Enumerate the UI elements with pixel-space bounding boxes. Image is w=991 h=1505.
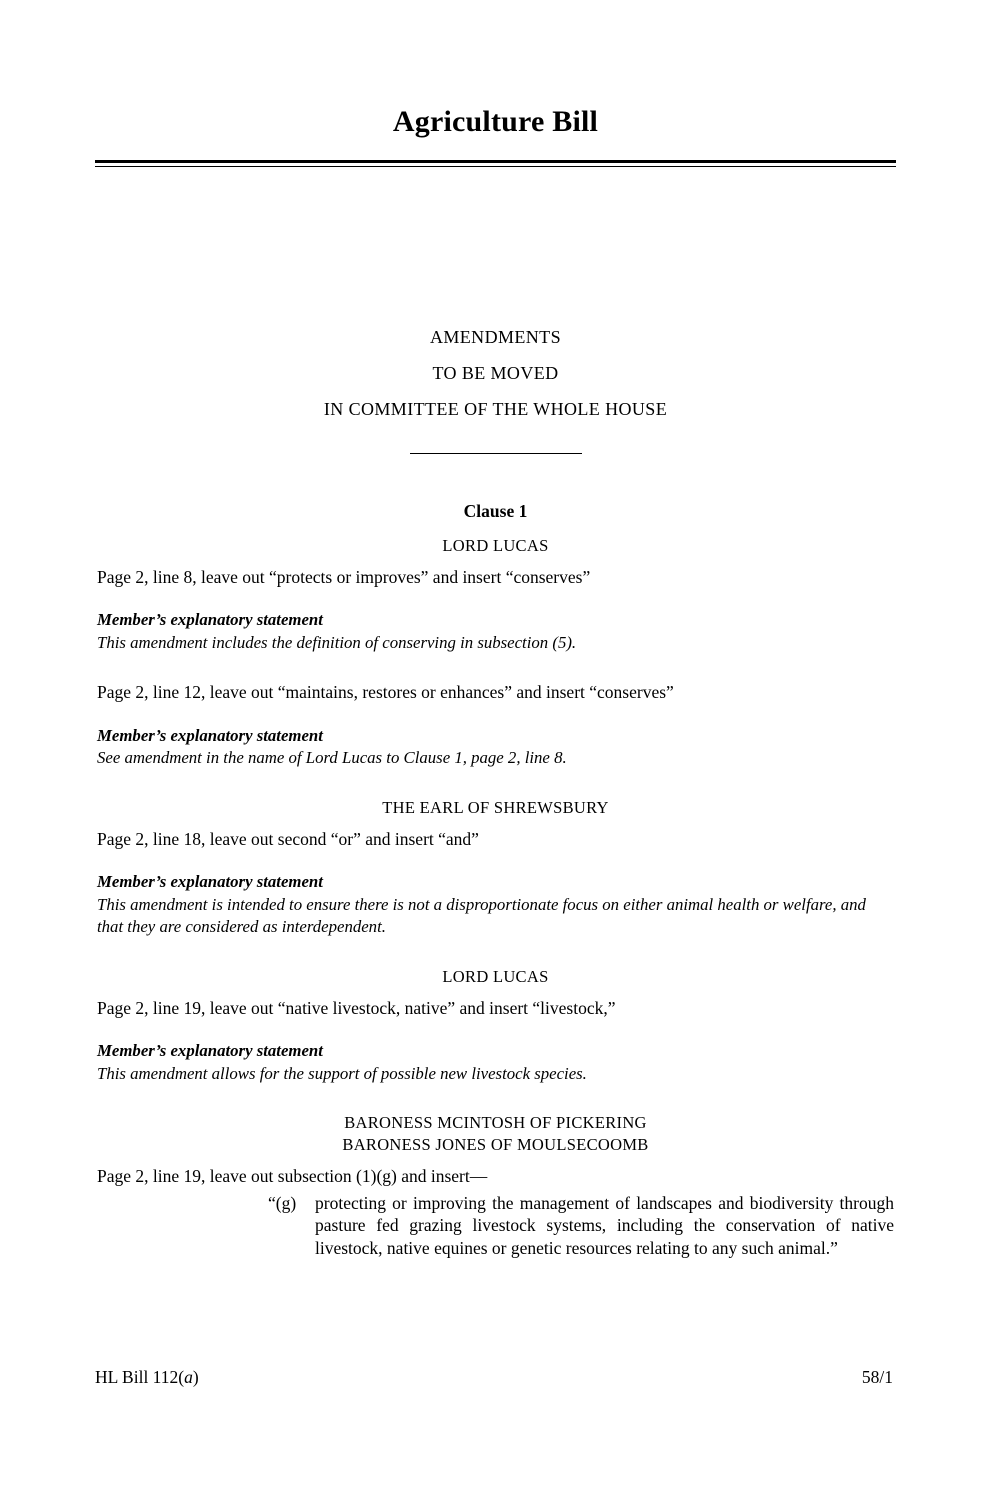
explanatory-label: Member’s explanatory statement bbox=[97, 872, 323, 892]
amendment-text: Page 2, line 18, leave out second “or” and insert “and” bbox=[97, 828, 479, 849]
amendment-text: Page 2, line 12, leave out “maintains, restores or enhances” and insert “conserves” bbox=[97, 682, 674, 703]
amendment-2 bbox=[97, 681, 894, 770]
amendment-1 bbox=[97, 535, 894, 655]
amendment-text: Page 2, line 8, leave out “protects or improves” and insert “conserves” bbox=[97, 566, 591, 587]
explanatory-label: Member’s explanatory statement bbox=[97, 1041, 323, 1061]
amendment-5 bbox=[97, 1112, 894, 1259]
footer-bill-number-italic: a bbox=[184, 1367, 193, 1387]
sponsor-name: BARONESS MCINTOSH OF PICKERING bbox=[344, 1113, 647, 1133]
inserted-paragraph-marker: “(g) bbox=[268, 1192, 297, 1213]
sponsor-name: THE EARL OF SHREWSBURY bbox=[382, 797, 609, 817]
explanatory-label: Member’s explanatory statement bbox=[97, 725, 323, 745]
page-title: Agriculture Bill bbox=[392, 105, 599, 138]
document-page bbox=[0, 104, 991, 1505]
amendment-text: Page 2, line 19, leave out subsection (1)(g) and insert— bbox=[97, 1166, 488, 1187]
explanatory-label: Member’s explanatory statement bbox=[97, 610, 323, 630]
amendment-3 bbox=[97, 797, 894, 939]
inserted-paragraph-body: protecting or improving the management of landscapes and biodiversity through pasture fed grazing livestock systems, including the conservation of native livestock, native equines or genetic resources relating to any such animal.” bbox=[315, 1192, 894, 1258]
clause-heading: Clause 1 bbox=[463, 501, 528, 522]
explanatory-text: This amendment allows for the support of possible new livestock species. bbox=[97, 1063, 587, 1083]
explanatory-text: This amendment is intended to ensure there is not a disproportionate focus on either animal health or welfare, and that they are considered as interdependent. bbox=[97, 894, 866, 937]
footer-bill-number-text: HL Bill 112( bbox=[95, 1367, 185, 1387]
document-heading bbox=[97, 319, 894, 427]
sponsor-name: LORD LUCAS bbox=[442, 966, 549, 986]
title-double-rule bbox=[95, 160, 896, 167]
explanatory-text: See amendment in the name of Lord Lucas to Clause 1, page 2, line 8. bbox=[97, 748, 567, 768]
amendment-text: Page 2, line 19, leave out “native livestock, native” and insert “livestock,” bbox=[97, 997, 616, 1018]
footer-page-number: 58/1 bbox=[861, 1367, 893, 1387]
heading-line-amendments: AMENDMENTS bbox=[429, 327, 561, 348]
explanatory-text: This amendment includes the definition of conserving in subsection (5). bbox=[97, 632, 577, 652]
heading-line-to-be-moved: TO BE MOVED bbox=[432, 363, 559, 384]
footer-bill-number-close: ) bbox=[192, 1367, 199, 1387]
sponsor-name: BARONESS JONES OF MOULSECOOMB bbox=[342, 1135, 649, 1155]
heading-line-committee: IN COMMITTEE OF THE WHOLE HOUSE bbox=[323, 399, 668, 420]
section-divider-rule bbox=[410, 453, 582, 454]
amendment-4 bbox=[97, 966, 894, 1086]
footer-bill-number bbox=[95, 1366, 199, 1389]
inserted-paragraph bbox=[268, 1192, 894, 1260]
page-footer bbox=[95, 1366, 893, 1389]
sponsor-name: LORD LUCAS bbox=[442, 535, 549, 555]
